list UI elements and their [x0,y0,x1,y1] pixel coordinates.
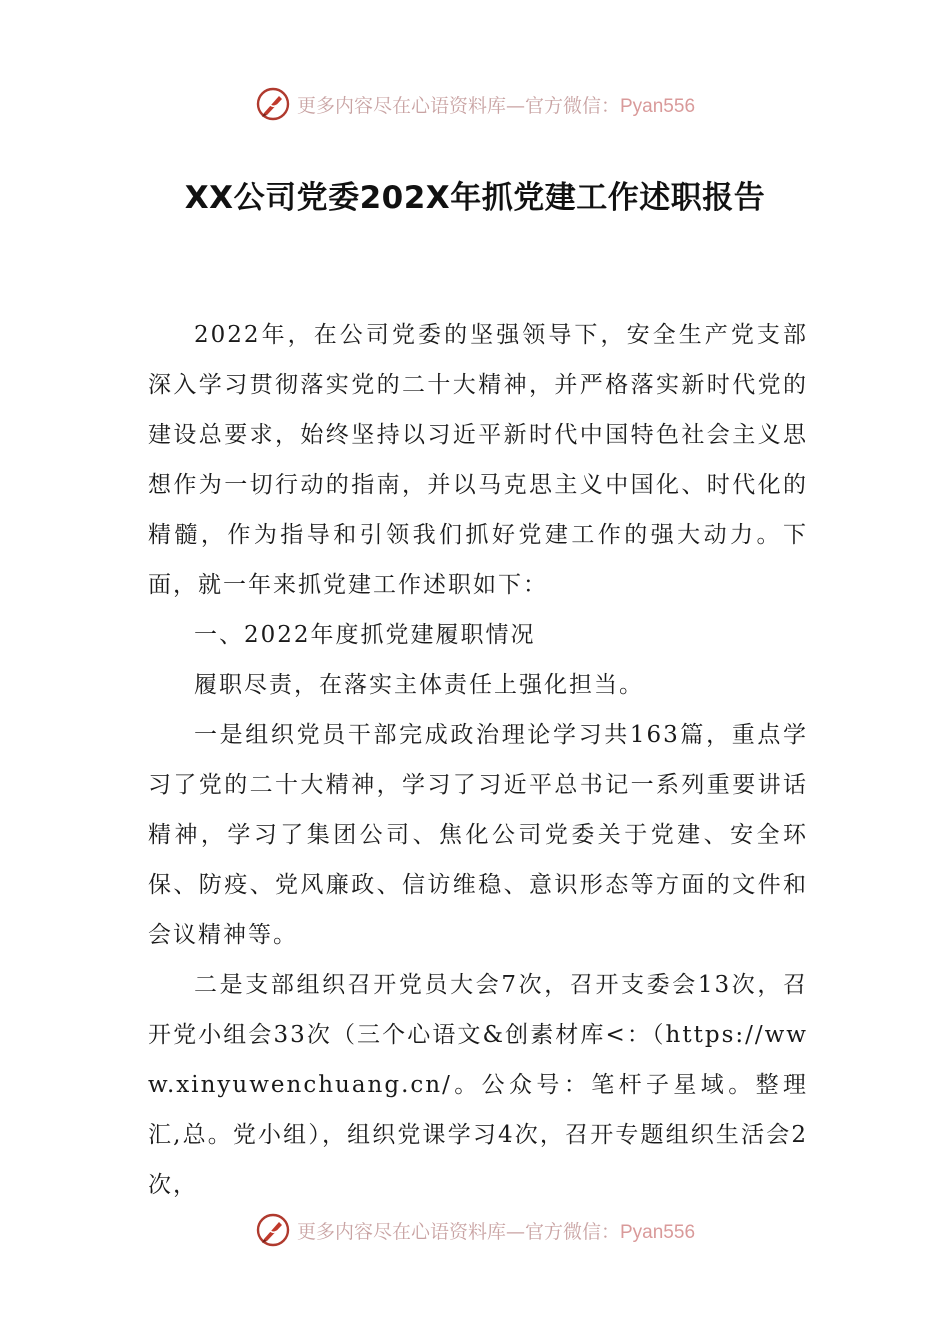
header-wechat-id: Pyan556 [620,95,696,117]
paragraph-point-two: 二是支部组织召开党员大会7次，召开支委会13次，召开党小组会33次（三个心语文&创素材库<：（https://www.xinyuwenchuang.cn/。公众号：笔杆子星域。整理汇,总。党小组），组织党课学习4次，召开专题组织生活会2次， [148,972,808,1198]
footer-watermark-text: 更多内容尽在心语资料库—官方微信：Pyan556 [296,1220,696,1243]
pen-circle-logo-icon [255,86,291,122]
header-watermark [0,82,950,126]
paragraph-subheading: 履职尽责，在落实主体责任上强化担当。 [194,672,644,698]
footer-watermark [0,1208,950,1252]
paragraph-intro: 2022年，在公司党委的坚强领导下，安全生产党支部深入学习贯彻落实党的二十大精神，并严格落实新时代党的建设总要求，始终坚持以习近平新时代中国特色社会主义思想作为一切行动的指南，并以马克思主义中国化、时代化的精髓，作为指导和引领我们抓好党建工作的强大动力。下面，就一年来抓党建工作述职如下： [148,322,808,598]
document-body [148,310,808,1210]
footer-wechat-id: Pyan556 [620,1221,696,1243]
pen-circle-logo-icon [255,1212,291,1248]
paragraph-point-one: 一是组织党员干部完成政治理论学习共163篇，重点学习了党的二十大精神，学习了习近平总书记一系列重要讲话精神，学习了集团公司、焦化公司党委关于党建、安全环保、防疫、党风廉政、信访维稳、意识形态等方面的文件和会议精神等。 [148,722,808,948]
document-title: XX公司党委202X年抓党建工作述职报告 [184,180,766,216]
header-watermark-text: 更多内容尽在心语资料库—官方微信：Pyan556 [296,94,696,117]
section-heading: 一、2022年度抓党建履职情况 [194,622,536,648]
